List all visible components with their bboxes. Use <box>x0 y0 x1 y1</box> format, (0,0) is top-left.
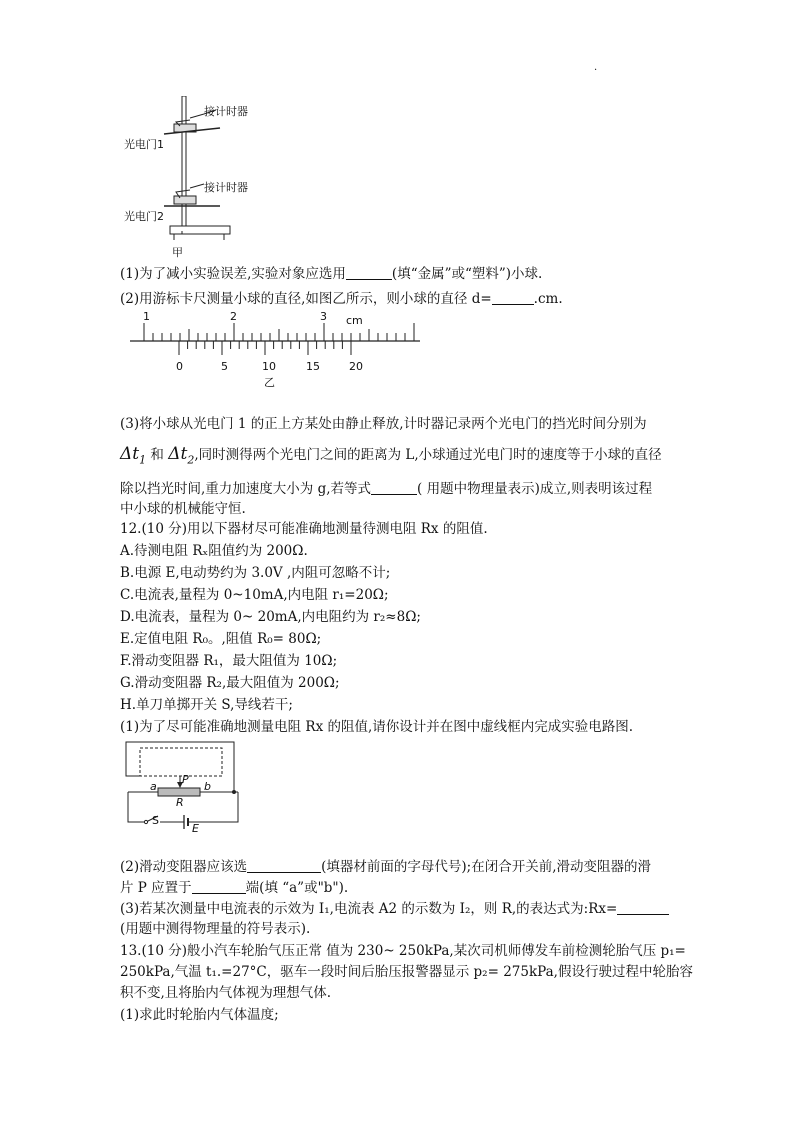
label-switch-s: S <box>152 814 159 827</box>
q12-item-d: D.电流表，量程为 0~ 20mA,内电阻约为 r₂≈8Ω; <box>120 609 421 625</box>
vernier-label-5: 5 <box>221 360 228 373</box>
label-photogate-1: 光电门1 <box>124 138 164 151</box>
q12-part2-line2 <box>120 878 348 898</box>
q12-part2-line2-text-after: 端(填 “a”或"b"). <box>245 880 349 896</box>
q12-part3-text: (3)若某次测量中电流表的示效为 I₁,电流表 A2 的示数为 I₂，则 R,的表达式为:Rx= <box>120 901 618 917</box>
dashed-design-box <box>140 748 222 776</box>
figure-photogate-apparatus <box>124 96 324 260</box>
answer-blank-equation[interactable] <box>371 480 417 495</box>
q13-line2: 250kPa,气温 t₁.=27°C，驱车一段时间后胎压报警器显示 p₂= 275kPa,假设行驶过程中轮胎容 <box>120 964 693 980</box>
answer-blank-diameter[interactable] <box>492 290 534 305</box>
rheostat-body <box>158 788 200 796</box>
q13-line1: 13.(10 分)般小汽车轮胎气压正常 值为 230~ 250kPa,某次司机师傅发车前检测轮胎气压 p₁= <box>120 943 686 959</box>
and-text: 和 <box>146 447 169 463</box>
q11-part1 <box>120 264 542 284</box>
vernier-label-0: 0 <box>176 360 183 373</box>
q12-part2-line2-text: 片 P 应置于 <box>120 880 192 896</box>
label-rheostat-r: R <box>176 796 184 809</box>
q12-item-c: C.电流表,量程为 0~10mA,内电阻 r₁=20Ω; <box>120 587 389 603</box>
answer-blank-rheostat[interactable] <box>247 858 321 873</box>
answer-blank-rx-expression[interactable] <box>617 900 669 915</box>
label-timer-1: 接计时器 <box>204 105 248 118</box>
q11-part2 <box>120 289 563 309</box>
label-timer-2: 接计时器 <box>204 181 248 194</box>
q11-part3-line2 <box>120 444 662 470</box>
q11-part3-line3 <box>120 479 652 499</box>
q11-part3-line3-text-after: ( 用题中物理量表示)成立,则表明该过程 <box>417 481 653 497</box>
figure-caption-jia: 甲 <box>172 246 183 259</box>
caliper-main-ticks <box>144 323 414 341</box>
q12-title: 12.(10 分)用以下器材尽可能准确地测量待测电阻 Rx 的阻值. <box>120 521 488 537</box>
q12-item-h: H.单刀单掷开关 S,导线若干; <box>120 697 293 713</box>
corner-mark: . <box>594 62 598 73</box>
figure-caption-yi: 乙 <box>264 376 275 389</box>
q12-part1: (1)为了尽可能准确地测量电阻 Rx 的阻值,请你设计并在图中虚线框内完成实验电路图. <box>120 719 634 735</box>
label-battery-e: E <box>192 822 199 835</box>
figure-vernier-caliper <box>124 308 424 390</box>
q11-part2-text-after: .cm. <box>533 291 563 307</box>
vernier-label-10: 10 <box>262 360 276 373</box>
caliper-unit: cm <box>346 314 363 327</box>
q12-item-a: A.待测电阻 Rₓ阻值约为 200Ω. <box>120 543 308 559</box>
q12-part3-line1 <box>120 899 669 919</box>
q12-item-f: F.滑动变阻器 R₁，最大阻值为 10Ω; <box>120 653 338 669</box>
delta-t1: $\Delta t_1$ <box>120 444 147 467</box>
vernier-label-20: 20 <box>349 360 363 373</box>
label-photogate-2: 光电门2 <box>124 210 164 223</box>
q11-part3-line2-text: ,同时测得两个光电门之间的距离为 L,小球通过光电门时的速度等于小球的直径 <box>194 447 662 463</box>
q12-part2-text-after: (填器材前面的字母代号);在闭合开关前,滑动变阻器的滑 <box>321 859 651 875</box>
apparatus-drawing <box>124 96 324 260</box>
figure-circuit <box>122 740 246 834</box>
q12-item-g: G.滑动变阻器 R₂,最大阻值为 200Ω; <box>120 675 340 691</box>
q11-part3-line1: (3)将小球从光电门 1 的正上方某处由静止释放,计时器记录两个光电门的挡光时间分别为 <box>120 416 647 432</box>
q12-part2-text: (2)滑动变阻器应该选 <box>120 859 248 875</box>
q13-line3: 积不变,且将胎内气体视为理想气体. <box>120 985 332 1001</box>
delta-t2: $\Delta t_2$ <box>168 444 195 467</box>
q11-part1-text: (1)为了减小实验误差,实验对象应选用 <box>120 266 346 282</box>
main-scale-label-2: 2 <box>230 310 237 323</box>
q12-part2-line1 <box>120 857 651 877</box>
q13-line4: (1)求此时轮胎内气体温度; <box>120 1007 279 1023</box>
q11-part2-text: (2)用游标卡尺测量小球的直径,如图乙所示，则小球的直径 d= <box>120 291 492 307</box>
label-end-a: a <box>150 780 157 793</box>
main-scale-label-3: 3 <box>320 310 327 323</box>
answer-blank-slider-end[interactable] <box>192 879 246 894</box>
q12-item-b: B.电源 E,电动势约为 3.0V ,内阻可忽略不计; <box>120 565 391 581</box>
label-slider-p: P <box>182 773 189 786</box>
main-scale-label-1: 1 <box>143 310 150 323</box>
q11-part3-line4: 中小球的机械能守恒. <box>120 501 246 517</box>
vernier-label-15: 15 <box>306 360 320 373</box>
q11-part1-text-after: (填“金属”或“塑料”)小球. <box>391 266 543 282</box>
q12-item-e: E.定值电阻 R₀。,阻值 R₀= 80Ω; <box>120 631 322 647</box>
circuit-drawing <box>122 740 246 834</box>
caliper-vernier-ticks <box>179 341 351 355</box>
q11-part3-line3-text: 除以挡光时间,重力加速度大小为 g,若等式 <box>120 481 372 497</box>
answer-blank-material[interactable] <box>346 265 392 280</box>
label-end-b: b <box>204 780 211 793</box>
q12-part3-line2: (用题中测得物理量的符号表示). <box>120 921 311 937</box>
